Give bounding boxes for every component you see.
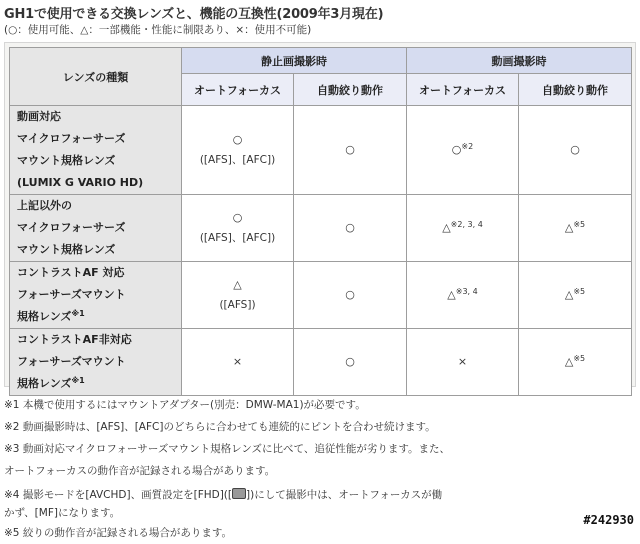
lens-type-cell <box>10 329 182 396</box>
movie-autofocus-header: オートフォーカス <box>407 74 519 106</box>
footnote-ref: ※5 <box>573 287 586 296</box>
fhd-movie-icon <box>232 488 246 499</box>
support-symbol: × <box>457 355 468 368</box>
footnote-4-cont: かず、[MF]になります。 <box>4 507 121 519</box>
footnote-3: ※3 動画対応マイクロフォーサーズマウント規格レンズに比べて、追従性能が劣ります。また、 <box>4 443 451 455</box>
movie-aperture-cell <box>519 329 632 396</box>
footnote-1: ※1 本機で使用するにはマウントアダプター(別売：DMW-MA1)が必要です。 <box>4 399 366 411</box>
symbol-legend: (○：使用可能、△：一部機能・性能に制限あり、×：使用不可能) <box>4 24 312 36</box>
lens-type-line: 動画対応 <box>17 110 61 123</box>
support-symbol: △ <box>447 288 456 301</box>
footnote-ref: ※2, 3, 4 <box>450 220 483 229</box>
still-auto-aperture-header: 自動絞り動作 <box>294 74 407 106</box>
support-symbol: ○ <box>232 133 243 146</box>
lens-type-line: マイクロフォーサーズ <box>17 221 126 234</box>
movie-af-cell <box>407 195 519 262</box>
page-title: GH1で使用できる交換レンズと、機能の互換性(2009年3月現在) <box>4 7 384 22</box>
table-row <box>10 329 632 396</box>
footnote-ref: ※3, 4 <box>455 287 478 296</box>
footnote-4 <box>4 486 450 504</box>
lens-type-line: 上記以外の <box>17 199 72 212</box>
lens-type-cell <box>10 262 182 329</box>
footnotes <box>4 394 450 544</box>
still-af-cell <box>182 195 294 262</box>
footnote-ref: ※5 <box>573 354 586 363</box>
footnote-ref: ※1 <box>71 309 85 318</box>
af-mode-note: ([AFS]、[AFC]) <box>199 232 276 244</box>
lens-type-line: コントラストAF 対応 <box>17 266 125 279</box>
footnote-2: ※2 動画撮影時は、[AFS]、[AFC]のどちらに合わせても連続的にピントを合わせ続けます。 <box>4 421 436 433</box>
support-symbol: △ <box>564 221 574 234</box>
lens-type-line: マウント規格レンズ <box>17 243 116 256</box>
still-aperture-cell: ○ <box>294 195 407 262</box>
lens-type-line: 規格レンズ <box>17 310 72 323</box>
lens-type-line: フォーサーズマウント <box>17 288 126 301</box>
table-row <box>10 262 632 329</box>
lens-type-line: (LUMIX G VARIO HD) <box>17 176 144 189</box>
movie-shooting-header: 動画撮影時 <box>407 48 632 74</box>
still-af-cell <box>182 106 294 195</box>
support-symbol: ○ <box>570 143 580 156</box>
lens-type-cell <box>10 106 182 195</box>
movie-af-cell <box>407 106 519 195</box>
watermark: #242930 <box>583 513 634 527</box>
lens-type-line: フォーサーズマウント <box>17 355 126 368</box>
support-symbol: △ <box>233 278 242 291</box>
support-symbol: × <box>232 355 243 368</box>
lens-type-line: コントラストAF非対応 <box>17 333 132 346</box>
lens-type-header: レンズの種類 <box>10 48 182 106</box>
footnote-ref: ※2 <box>461 142 474 151</box>
still-aperture-cell: ○ <box>294 262 407 329</box>
footnote-ref: ※5 <box>573 220 586 229</box>
still-shooting-header: 静止画撮影時 <box>182 48 407 74</box>
af-mode-note: ([AFS]、[AFC]) <box>199 154 276 166</box>
af-mode-note: ([AFS]) <box>219 299 256 311</box>
support-symbol: ○ <box>451 143 462 156</box>
table-row <box>10 195 632 262</box>
movie-aperture-cell <box>519 106 632 195</box>
movie-aperture-cell <box>519 262 632 329</box>
lens-type-line: マウント規格レンズ <box>17 154 116 167</box>
footnote-3-cont: オートフォーカスの動作音が記録される場合があります。 <box>4 465 276 477</box>
movie-auto-aperture-header: 自動絞り動作 <box>519 74 632 106</box>
footnote-4-text: ※4 撮影モードを[AVCHD]、画質設定を[FHD]([ <box>4 489 233 501</box>
support-symbol: ○ <box>232 211 243 224</box>
footnote-5: ※5 絞りの動作音が記録される場合があります。 <box>4 527 232 539</box>
still-aperture-cell: ○ <box>294 329 407 396</box>
footnote-ref: ※1 <box>71 376 85 385</box>
still-af-cell <box>182 262 294 329</box>
movie-aperture-cell <box>519 195 632 262</box>
table-row <box>10 106 632 195</box>
lens-type-line: マイクロフォーサーズ <box>17 132 126 145</box>
support-symbol: △ <box>564 355 574 368</box>
support-symbol: △ <box>442 221 451 234</box>
lens-compatibility-table <box>9 47 632 396</box>
still-af-cell <box>182 329 294 396</box>
still-autofocus-header: オートフォーカス <box>182 74 294 106</box>
support-symbol: △ <box>564 288 574 301</box>
lens-type-cell <box>10 195 182 262</box>
lens-type-line: 規格レンズ <box>17 377 72 390</box>
footnote-4-text-cont: ])にして撮影中は、オートフォーカスが働 <box>246 489 443 501</box>
movie-af-cell <box>407 329 519 396</box>
still-aperture-cell: ○ <box>294 106 407 195</box>
movie-af-cell <box>407 262 519 329</box>
